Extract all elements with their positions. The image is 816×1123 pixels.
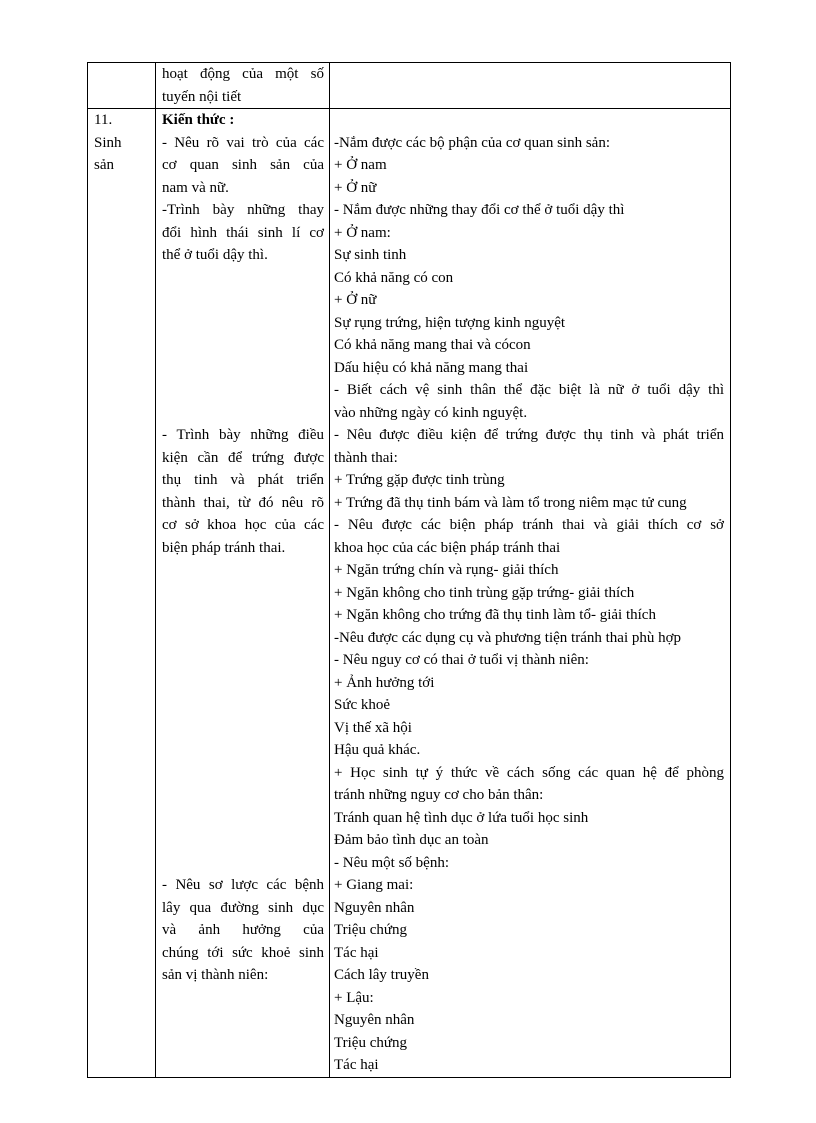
text-line (156, 559, 329, 582)
text-line: Có khả năng có con (334, 269, 454, 286)
text-line: thành thai, từ đó nêu rõ (162, 494, 324, 511)
text-line: biện pháp tránh thai. (162, 539, 286, 556)
text-line: + Ngăn trứng chín và rụng- giải thích (334, 562, 559, 578)
text-line: Cách lây truyền (334, 967, 429, 983)
text-line: Tác hại (334, 1057, 379, 1073)
text-line (156, 762, 329, 785)
text-line (156, 402, 329, 425)
text-line: - Nêu rõ vai trò của các (162, 134, 324, 151)
text-line (156, 604, 329, 627)
text-line: nam và nữ. (162, 179, 229, 196)
text-line: hoạt động của một số (162, 66, 324, 82)
text-line: tuyến nội tiết (162, 88, 242, 105)
text-line: sản vị thành niên: (162, 967, 269, 983)
text-line: + Trứng gặp được tinh trùng (334, 472, 505, 488)
text-line: Đảm bảo tình dục an toàn (334, 832, 489, 848)
content-cell (156, 63, 330, 109)
text-line: sản (94, 157, 114, 173)
text-line (156, 717, 329, 740)
text-line: Tác hại (334, 944, 379, 961)
text-line: + Giang mai: (334, 877, 414, 893)
text-line: Tránh quan hệ tình dục ở lứa tuổi học sinh (334, 809, 589, 826)
text-line: - Nêu được điều kiện để trứng được thụ tinh và phát triển (334, 427, 724, 443)
text-line: Có khả năng mang thai và cócon (334, 337, 531, 353)
text-line: Hậu quả khác. (334, 742, 421, 758)
text-line: thụ tinh và phát triển (162, 472, 324, 488)
text-line: + Ở nữ (334, 292, 377, 308)
blank-line (88, 63, 155, 86)
blank-line (330, 63, 730, 86)
text-line: Sự sinh tinh (334, 247, 407, 263)
text-line: - Nêu được các biện pháp tránh thai và giải thích cơ sở (334, 517, 724, 533)
text-line: - Nắm được những thay đổi cơ thể ở tuổi dậy thì (334, 202, 625, 218)
text-line (156, 582, 329, 605)
text-line: Nguyên nhân (334, 1012, 415, 1028)
table-row (88, 109, 731, 1078)
text-line: Triệu chứng (334, 922, 407, 938)
text-line: + Ảnh hưởng tới (334, 674, 435, 691)
text-line: + Ngăn không cho tinh trùng gặp trứng- giải thích (334, 584, 635, 601)
text-line: - Nêu một số bệnh: (334, 854, 449, 871)
text-line (156, 267, 329, 290)
text-line: thể ở tuổi dậy thì. (162, 247, 268, 263)
text-line: Kiến thức : (162, 112, 235, 128)
text-line: + Ở nam: (334, 224, 391, 241)
text-line (330, 109, 730, 132)
text-line (156, 694, 329, 717)
text-line (156, 357, 329, 380)
text-line: Triệu chứng (334, 1034, 407, 1051)
content-cell (156, 109, 330, 1078)
text-line: tránh những nguy cơ cho bản thân: (334, 787, 544, 803)
text-line: + Ở nữ (334, 179, 377, 196)
text-line (156, 334, 329, 357)
curriculum-table (87, 62, 731, 1078)
topic-cell (88, 109, 156, 1078)
text-line: -Trình bày những thay (162, 202, 324, 218)
text-line (156, 289, 329, 312)
text-line (156, 627, 329, 650)
text-line: + Ngăn không cho trứng đã thụ tinh làm tổ- giải thích (334, 607, 656, 623)
text-line: - Nêu sơ lược các bệnh (162, 877, 324, 893)
text-line: - Nêu nguy cơ có thai ở tuổi vị thành niên: (334, 652, 589, 668)
text-line (156, 852, 329, 875)
text-line (156, 784, 329, 807)
text-line (156, 649, 329, 672)
text-line: - Trình bày những điều (162, 427, 324, 443)
text-line: thành thai: (334, 449, 398, 466)
text-line: chúng tới sức khoẻ sinh (162, 944, 324, 961)
text-line: 11. (94, 112, 113, 128)
text-line: + Học sinh tự ý thức về cách sống các quan hệ để phòng (334, 764, 724, 781)
text-line: cơ sở khoa học của các (162, 517, 324, 533)
text-line: cơ quan sinh sản của (162, 157, 324, 173)
table-row (88, 63, 731, 109)
text-line: Vị thế xã hội (334, 719, 412, 736)
text-line: -Nêu được các dụng cụ và phương tiện tránh thai phù hợp (334, 629, 682, 646)
text-line (156, 379, 329, 402)
text-line: lây qua đường sinh dục (162, 899, 324, 916)
requirements-cell (330, 63, 731, 109)
text-line: + Ở nam (334, 157, 387, 173)
text-line: Dấu hiệu có khả năng mang thai (334, 359, 529, 376)
text-line: -Nắm được các bộ phận của cơ quan sinh sản: (334, 134, 610, 151)
text-line: và ảnh hưởng của (162, 922, 324, 938)
topic-cell (88, 63, 156, 109)
text-line: + Trứng đã thụ tinh bám và làm tổ trong niêm mạc tử cung (334, 494, 687, 511)
text-line: Sức khoẻ (334, 697, 391, 713)
text-line: + Lậu: (334, 989, 374, 1006)
text-line: - Biết cách vệ sinh thân thể đặc biệt là nữ ở tuổi dậy thì (334, 382, 724, 398)
text-line: khoa học của các biện pháp tránh thai (334, 539, 561, 556)
text-line: Sự rụng trứng, hiện tượng kinh nguyệt (334, 314, 566, 331)
text-line: kiện cần để trứng được (162, 449, 324, 466)
requirements-cell (330, 109, 731, 1078)
text-line: Sinh (94, 134, 122, 151)
text-line (156, 807, 329, 830)
text-line (156, 739, 329, 762)
text-line (156, 829, 329, 852)
text-line (156, 312, 329, 335)
text-line (156, 672, 329, 695)
text-line: đổi hình thái sinh lí cơ (162, 224, 324, 241)
text-line: vào những ngày có kinh nguyệt. (334, 404, 528, 421)
text-line: Nguyên nhân (334, 899, 415, 916)
